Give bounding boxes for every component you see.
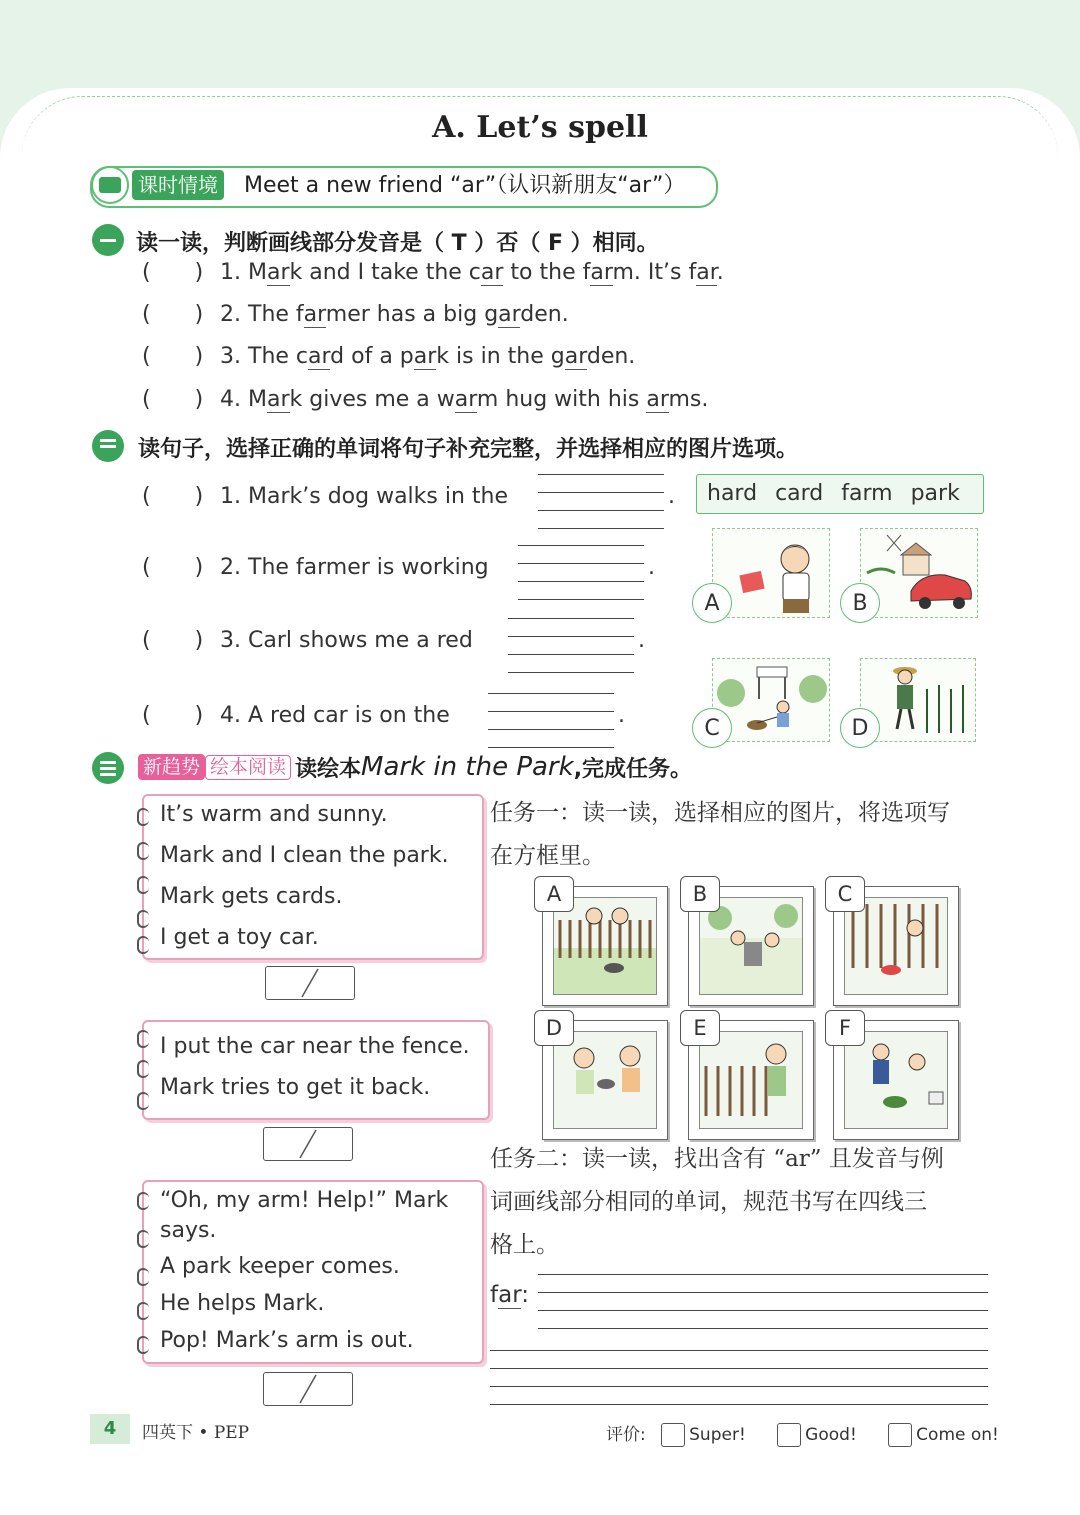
ring-icon <box>137 1230 149 1248</box>
story-line: says. <box>160 1218 217 1243</box>
photo-label: D <box>534 1010 574 1046</box>
question-number: 3. <box>220 344 241 369</box>
part1-question <box>220 344 635 369</box>
period: . <box>618 703 625 728</box>
rating-super[interactable] <box>661 1425 746 1445</box>
picture-book-tag: 绘本阅读 <box>205 755 291 780</box>
question-number: 1. <box>220 484 241 509</box>
story-line: Mark and I clean the park. <box>160 843 449 868</box>
picture-label-c: C <box>692 708 732 748</box>
underlined-ar: ar <box>590 260 613 285</box>
word-option: park <box>910 481 960 506</box>
slash-divider <box>264 1128 352 1160</box>
question-number: 4. <box>220 387 241 412</box>
answer-paren[interactable]: ( ) <box>142 344 204 369</box>
story-line: Mark gets cards. <box>160 884 343 909</box>
picture-label-a: A <box>692 583 732 623</box>
part2-question <box>220 484 508 509</box>
story-line: It’s warm and sunny. <box>160 802 388 827</box>
answer-paren[interactable]: ( ) <box>142 555 204 580</box>
answer-paren[interactable]: ( ) <box>142 302 204 327</box>
sentence-text: k and I take the c <box>289 260 481 285</box>
sentence-text: Carl shows me a red <box>248 628 473 653</box>
example-word-pre: f <box>490 1282 499 1308</box>
slash-divider <box>266 967 354 999</box>
triple-dash-icon <box>100 767 116 770</box>
writing-lines-1[interactable] <box>538 1274 988 1328</box>
word-option: farm <box>841 481 893 506</box>
section-number-1 <box>92 224 124 256</box>
checkbox-icon[interactable] <box>888 1423 912 1447</box>
example-word-underline: ar <box>498 1282 522 1308</box>
part1-question <box>220 260 724 285</box>
part3-heading-post: ,完成任务。 <box>573 756 693 782</box>
answer-box-2[interactable] <box>263 1127 353 1161</box>
photo-label: B <box>680 876 720 912</box>
section-number-3 <box>92 752 124 784</box>
sentence-text: m hug with his <box>476 387 647 412</box>
checkbox-icon[interactable] <box>777 1423 801 1447</box>
question-number: 2. <box>220 302 241 327</box>
sentence-text: The farmer is working <box>248 555 489 580</box>
checkbox-icon[interactable] <box>661 1423 685 1447</box>
sentence-text: A red car is on the <box>248 703 450 728</box>
period: . <box>668 484 675 509</box>
rating-row <box>606 1420 999 1447</box>
part2-question <box>220 555 489 580</box>
question-number: 4. <box>220 703 241 728</box>
answer-paren[interactable]: ( ) <box>142 628 204 653</box>
story-line: I put the car near the fence. <box>160 1034 470 1059</box>
ring-icon <box>137 1092 149 1110</box>
answer-writing-lines[interactable] <box>518 545 644 599</box>
underlined-ar: ar <box>646 387 669 412</box>
ring-icon <box>137 1060 149 1078</box>
writing-lines-2[interactable] <box>490 1350 988 1404</box>
scene-tag: 课时情境 <box>132 170 224 200</box>
part1-question <box>220 302 569 327</box>
sentence-text: The f <box>248 302 304 327</box>
rating-super-label: Super! <box>689 1425 746 1445</box>
ring-icon <box>137 1302 149 1320</box>
book-title: Mark in the Park <box>361 752 574 782</box>
sentence-text: k gives me a w <box>289 387 455 412</box>
sentence-text: M <box>248 260 267 285</box>
example-word <box>490 1282 529 1308</box>
answer-writing-lines[interactable] <box>508 618 634 672</box>
word-option: hard <box>707 481 758 506</box>
story-line: “Oh, my arm! Help!” Mark <box>160 1188 449 1213</box>
rating-label: 评价: <box>606 1425 646 1445</box>
part1-question <box>220 387 708 412</box>
part3-heading-pre: 读绘本 <box>295 756 362 782</box>
photo-label: A <box>534 876 574 912</box>
part3-heading <box>138 752 692 782</box>
answer-writing-lines[interactable] <box>488 693 614 747</box>
ring-icon <box>137 1030 149 1048</box>
word-option: card <box>775 481 824 506</box>
sentence-text: den. <box>586 344 636 369</box>
ring-icon <box>137 936 149 954</box>
answer-box-1[interactable] <box>265 966 355 1000</box>
answer-writing-lines[interactable] <box>538 474 664 528</box>
rating-good-label: Good! <box>805 1425 857 1445</box>
picture-label-d: D <box>840 708 880 748</box>
task2-line: 词画线部分相同的单词，规范书写在四线三 <box>490 1189 927 1215</box>
underlined-ar: ar <box>266 260 290 285</box>
story-line: Mark tries to get it back. <box>160 1075 431 1100</box>
question-number: 2. <box>220 555 241 580</box>
sentence-text: ms. <box>668 387 709 412</box>
sentence-text: m. It’s f <box>612 260 697 285</box>
answer-box-3[interactable] <box>263 1372 353 1406</box>
underlined-ar: ar <box>564 344 587 369</box>
word-bank <box>696 474 984 514</box>
underlined-ar: ar <box>266 387 290 412</box>
sentence-text: to the f <box>503 260 591 285</box>
task2-line: 任务二：读一读，找出含有 “ar” 且发音与例 <box>490 1146 944 1172</box>
question-number: 3. <box>220 628 241 653</box>
ring-icon <box>137 1192 149 1210</box>
page-number: 4 <box>90 1414 130 1444</box>
story-line: A park keeper comes. <box>160 1254 400 1279</box>
double-dash-icon <box>100 445 116 448</box>
story-line: I get a toy car. <box>160 925 319 950</box>
underlined-ar: ar <box>696 260 717 285</box>
story-card-2 <box>142 1020 490 1120</box>
underlined-ar: ar <box>480 260 504 285</box>
story-line: He helps Mark. <box>160 1291 325 1316</box>
sentence-text: M <box>248 387 267 412</box>
rating-come-on[interactable] <box>888 1425 999 1445</box>
period: . <box>638 628 645 653</box>
sentence-text: Mark’s dog walks in the <box>248 484 509 509</box>
part2-question <box>220 628 473 653</box>
page-title: A. Let’s spell <box>432 110 648 145</box>
rating-come-on-label: Come on! <box>916 1425 999 1445</box>
story-card-3 <box>142 1180 484 1364</box>
camera-icon <box>91 166 129 204</box>
task1-text <box>490 792 950 878</box>
underlined-ar: ar <box>498 302 521 327</box>
trend-tag: 新趋势 <box>138 754 205 780</box>
photo-label: E <box>680 1010 720 1046</box>
sentence-text: . <box>716 260 724 285</box>
photo-label: F <box>825 1010 865 1046</box>
story-line: Pop! Mark’s arm is out. <box>160 1328 414 1353</box>
underlined-ar: ar <box>308 344 331 369</box>
section-number-2 <box>92 430 124 462</box>
answer-paren[interactable]: ( ) <box>142 387 204 412</box>
rating-good[interactable] <box>777 1425 857 1445</box>
part2-question <box>220 703 450 728</box>
part2-heading: 读句子，选择正确的单词将句子补充完整，并选择相应的图片选项。 <box>138 437 799 462</box>
underlined-ar: ar <box>303 302 326 327</box>
dash-icon <box>100 239 116 242</box>
scene-text: Meet a new friend “ar”（认识新朋友“ar”） <box>244 173 686 198</box>
sentence-text: d of a p <box>330 344 414 369</box>
ring-icon <box>137 1336 149 1354</box>
book-info: 四英下 • PEP <box>142 1423 250 1443</box>
picture-label-b: B <box>840 583 880 623</box>
part1-heading: 读一读，判断画线部分发音是（ T ）否（ F ）相同。 <box>136 231 659 256</box>
example-word-colon: : <box>521 1282 530 1308</box>
story-card-1 <box>142 794 484 960</box>
question-number: 1. <box>220 260 241 285</box>
task1-line: 在方框里。 <box>490 843 605 869</box>
sentence-text: k is in the g <box>436 344 565 369</box>
task2-text <box>490 1138 944 1267</box>
sentence-text: den. <box>520 302 569 327</box>
task1-line: 任务一：读一读，选择相应的图片，将选项写 <box>490 800 950 826</box>
ring-icon <box>137 1268 149 1286</box>
task2-line: 格上。 <box>490 1232 559 1258</box>
ring-icon <box>137 910 149 928</box>
photo-label: C <box>825 876 865 912</box>
sentence-text: mer has a big g <box>325 302 499 327</box>
sentence-text: The c <box>248 344 309 369</box>
answer-paren[interactable]: ( ) <box>142 703 204 728</box>
lesson-scene-banner <box>90 166 718 208</box>
underlined-ar: ar <box>413 344 437 369</box>
ring-icon <box>137 808 149 826</box>
ring-icon <box>137 876 149 894</box>
ring-icon <box>137 842 149 860</box>
underlined-ar: ar <box>454 387 477 412</box>
period: . <box>648 555 655 580</box>
answer-paren[interactable]: ( ) <box>142 260 204 285</box>
slash-divider <box>264 1373 352 1405</box>
answer-paren[interactable]: ( ) <box>142 484 204 509</box>
